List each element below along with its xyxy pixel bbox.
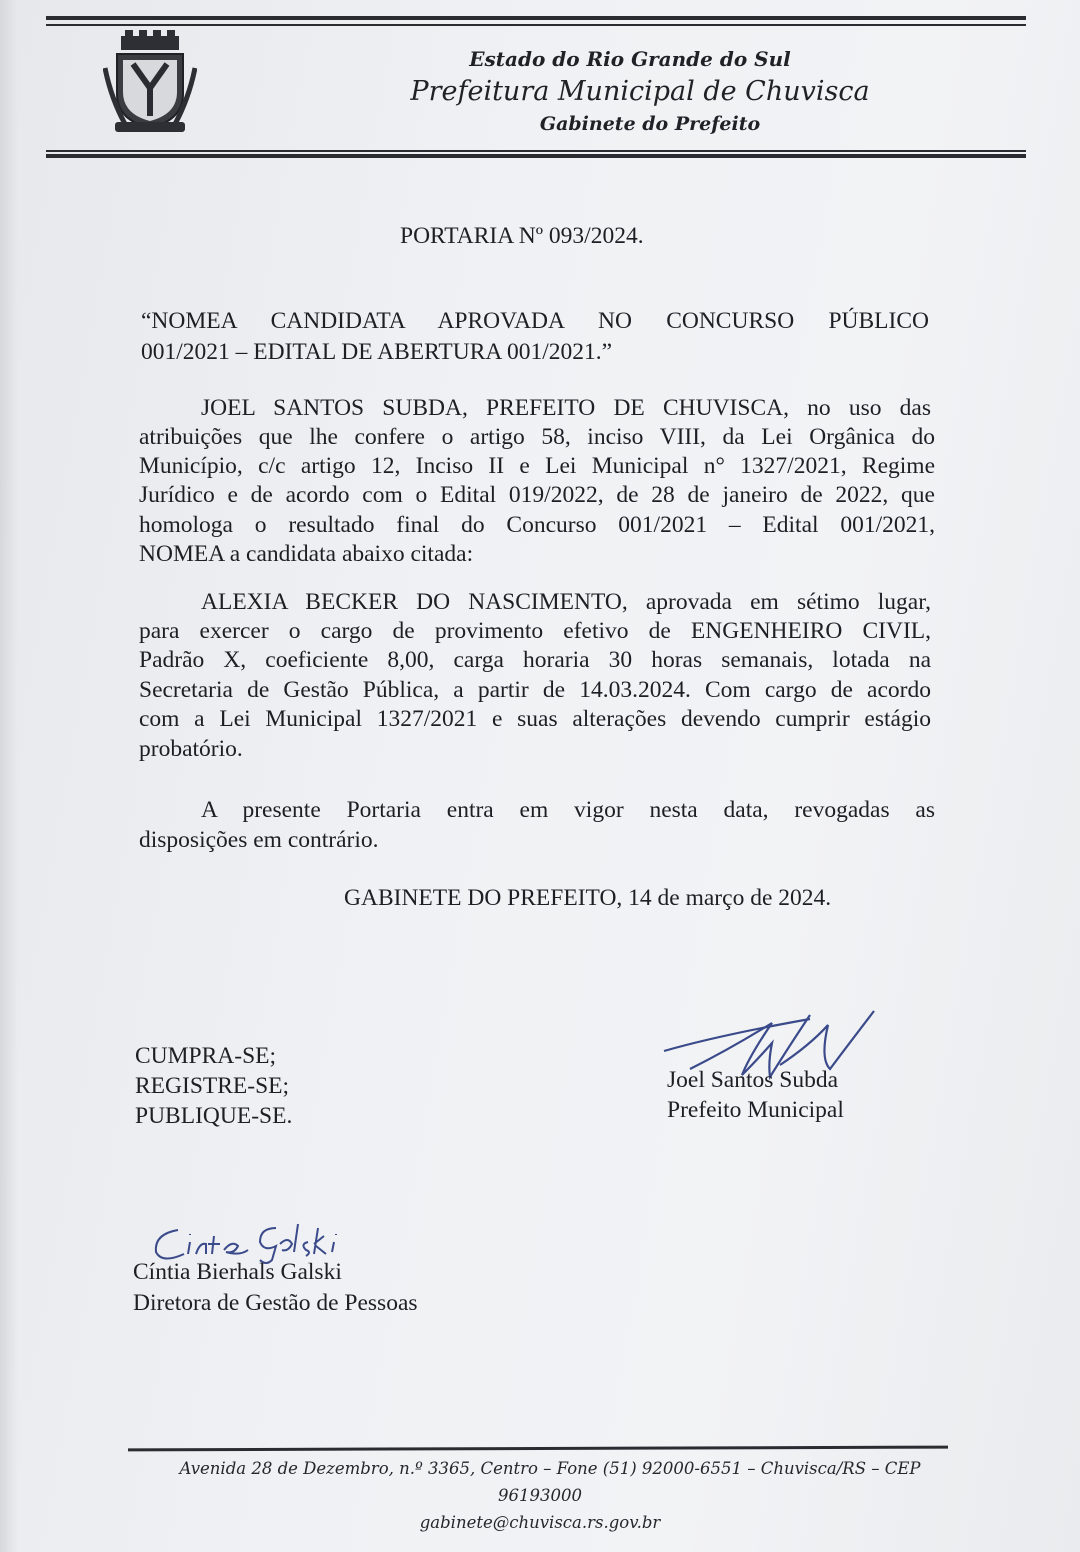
municipal-coat-of-arms-icon: [103, 28, 197, 136]
header-bottom-rule-thick: [46, 154, 1026, 158]
summary-line-2: 001/2021 – EDITAL DE ABERTURA 001/2021.”: [141, 339, 613, 365]
paragraph3-line-2: disposições em contrário.: [139, 827, 379, 853]
director-role: Diretora de Gestão de Pessoas: [133, 1290, 418, 1316]
closing-line-1: CUMPRA-SE;: [135, 1043, 277, 1069]
footer-rule: [128, 1446, 948, 1451]
header-prefecture: Prefeitura Municipal de Chuvisca: [410, 76, 870, 107]
paragraph2-line-1: ALEXIA BECKER DO NASCIMENTO, aprovada em sétimo lugar,: [201, 589, 931, 615]
summary-line-1: “NOMEA CANDIDATA APROVADA NO CONCURSO PÚBLICO: [141, 308, 929, 334]
footer-email: gabinete@chuvisca.rs.gov.br: [419, 1513, 661, 1532]
closing-line-2: REGISTRE-SE;: [135, 1073, 290, 1099]
dateline: GABINETE DO PREFEITO, 14 de março de 2024.: [344, 885, 832, 911]
paragraph1-line-6: NOMEA a candidata abaixo citada:: [139, 541, 474, 567]
paragraph1-line-1: JOEL SANTOS SUBDA, PREFEITO DE CHUVISCA, no uso das: [201, 395, 931, 421]
header-bottom-rule-thin: [46, 150, 1026, 152]
paragraph1-line-4: Jurídico e de acordo com o Edital 019/2022, de 28 de janeiro de 2022, que: [139, 482, 935, 508]
closing-line-3: PUBLIQUE-SE.: [135, 1103, 293, 1129]
header-top-rule-thick: [46, 16, 1026, 20]
paragraph2-line-6: probatório.: [139, 736, 243, 762]
header-state: Estado do Rio Grande do Sul: [469, 47, 791, 71]
paragraph1-line-2: atribuições que lhe confere o artigo 58, inciso VIII, da Lei Orgânica do: [139, 424, 935, 450]
mayor-name: Joel Santos Subda: [667, 1067, 839, 1093]
footer-cep: 96193000: [498, 1486, 582, 1505]
document-title: PORTARIA Nº 093/2024.: [400, 223, 644, 249]
paragraph2-line-3: Padrão X, coeficiente 8,00, carga horaria 30 horas semanais, lotada na: [139, 647, 931, 673]
paragraph1-line-5: homologa o resultado final do Concurso 001/2021 – Edital 001/2021,: [139, 512, 935, 538]
paragraph2-line-4: Secretaria de Gestão Pública, a partir de 14.03.2024. Com cargo de acordo: [139, 677, 931, 703]
header-top-rule-thin: [46, 24, 1026, 26]
footer-address: Avenida 28 de Dezembro, n.º 3365, Centro – Fone (51) 92000-6551 – Chuvisca/RS – CEP: [179, 1459, 921, 1478]
mayor-role: Prefeito Municipal: [667, 1097, 844, 1123]
paragraph2-line-2: para exercer o cargo de provimento efetivo de ENGENHEIRO CIVIL,: [139, 618, 931, 644]
paragraph2-line-5: com a Lei Municipal 1327/2021 e suas alterações devendo cumprir estágio: [139, 706, 931, 732]
header-office: Gabinete do Prefeito: [539, 113, 761, 135]
paragraph3-line-1: A presente Portaria entra em vigor nesta data, revogadas as: [201, 797, 935, 823]
paper-edge-shadow: [0, 0, 18, 1552]
director-name: Cíntia Bierhals Galski: [133, 1259, 342, 1285]
paragraph1-line-3: Município, c/c artigo 12, Inciso II e Lei Municipal n° 1327/2021, Regime: [139, 453, 935, 479]
